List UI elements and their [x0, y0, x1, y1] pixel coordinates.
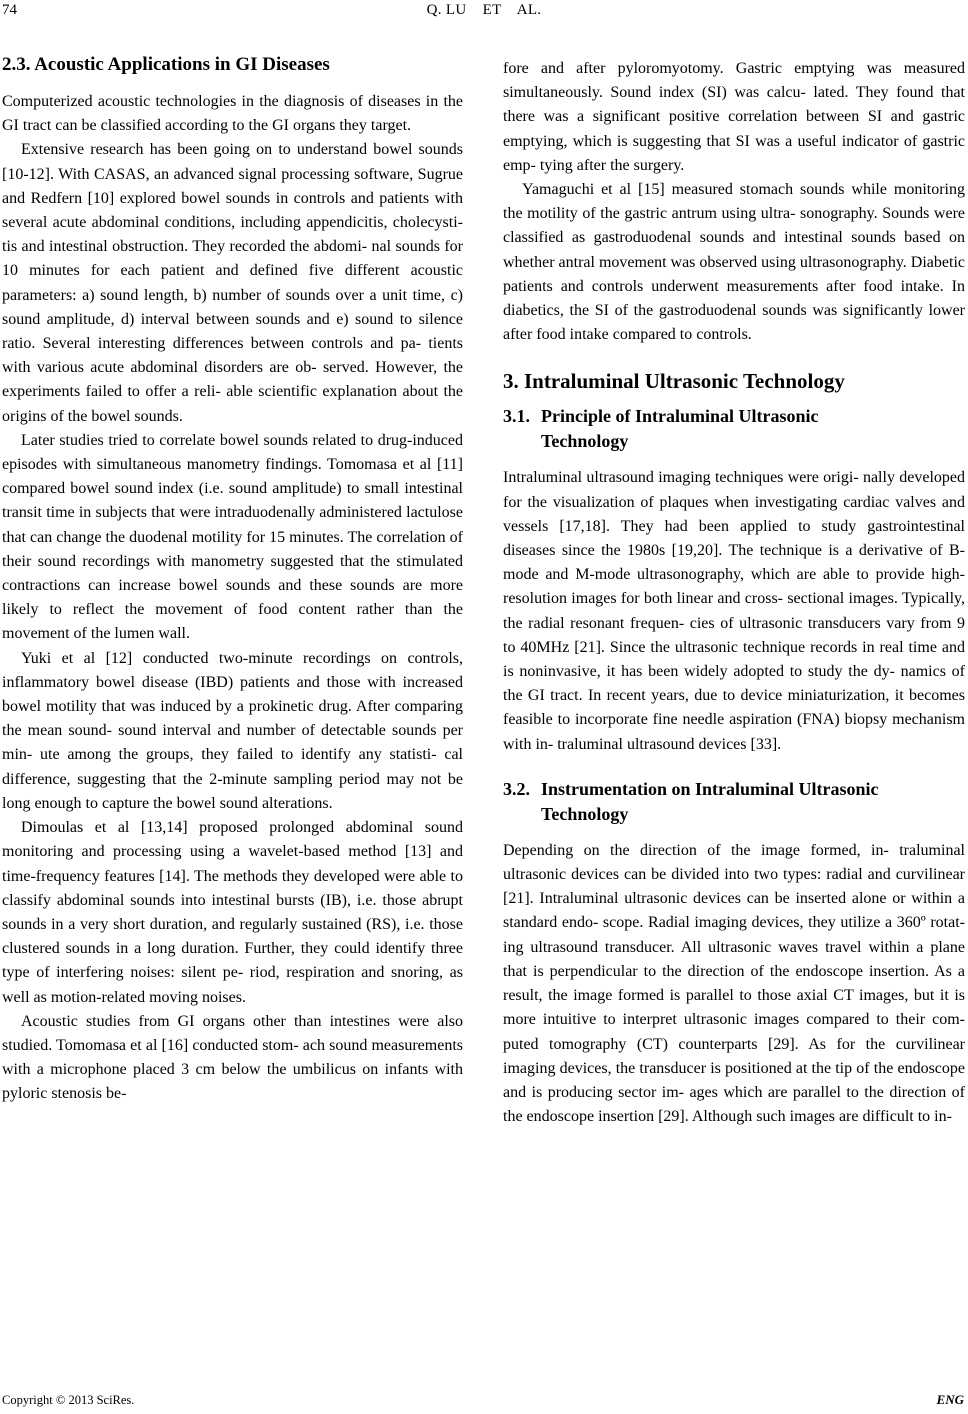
paragraph-later-studies: Later studies tried to correlate bowel sounds related to drug-induced episodes with simultaneous manometry findings. Tomomasa et al [11] compared bowel sound index (i.e. sound amplitude) to small intestinal transit time in subjects that were intraduodenally administered lactulose that can change the duodenal motility for 15 minutes. The correlation of their sound recordings with manometry suggested that the stimulated contractions can increase bowel sounds and these sounds are more likely to reflect the movement of food content rather than the movement of the lumen wall.: [2, 431, 463, 643]
paragraph-yuki: Yuki et al [12] conducted two-minute recordings on controls, inflammatory bowel disease (IBD) patients and those with increased bowel motility that was induced by a prokinetic drug. After comparing the mean sound- sound interval and number of detectable sounds per min- ute among the groups, they failed to identify any statisti- cal difference, suggesting that the 2-minute sampling period may not be long enough to capture the bowel sound alterations.: [2, 649, 463, 812]
subsection-number: 3.1.: [503, 406, 530, 427]
page-number: 74: [2, 2, 17, 18]
paragraph-acoustic-studies: Acoustic studies from GI organs other than intestines were also studied. Tomomasa et al [16] conducted stom- ach sound measurements with a microphone placed 3 cm below the umbilicus on infants with pyloric stenosis be-: [2, 1012, 463, 1103]
paragraph-dimoulas: Dimoulas et al [13,14] proposed prolonged abdominal sound monitoring and processing using a wavelet-based method [13] and time-frequency features [14]. The methods they developed were able to classify abdominal sounds into intestinal bursts (IB), i.e. those abrupt sounds in a very short duration, and regularly sustained (RS), i.e. those clustered sounds in a long duration. Further, they could identify three type of interfering noises: silent pe- riod, respiration and snoring, as well as motion-related moving noises.: [2, 819, 463, 1006]
section-heading-2-3: 2.3. Acoustic Applications in GI Diseases: [2, 54, 330, 75]
paragraph-yamaguchi: Yamaguchi et al [15] measured stomach sounds while monitoring the motility of the gastric antrum using ultra- sonography. Sounds were classified as gastroduodenal sounds and intestinal sounds based on whether antral movement was observed using ultrasonography. Diabetic patients and controls underwent measurements after food intake. In diabetics, the SI of the gastroduodenal sounds was significantly lower after food intake compared to controls.: [503, 181, 965, 344]
subsection-title: Principle of Intraluminal Ultrasonic Technology: [541, 406, 819, 452]
paragraph-principle: Intraluminal ultrasound imaging techniques were origi- nally developed for the visualization of plaques when investigating cardiac valves and vessels [17,18]. They had been applied to study gastrointestinal diseases since the 1980s [19,20]. The technique is a derivative of B-mode and M-mode ultrasonography, which are able to provide high-resolution images for both linear and cross- sectional images. Typically, the radial resonant frequen- cies of ultrasonic transducers vary from 9 to 40MHz [21]. Since the ultrasonic technique records in real time and is noninvasive, it has been widely adopted to study the dy- namics of the GI tract. In recent years, due to device miniaturization, it becomes feasible to incorporate fine needle aspiration (FNA) biopsy mechanism with in- traluminal ultrasound devices [33].: [503, 469, 965, 753]
subsection-number: 3.2.: [503, 778, 530, 799]
journal-footer: ENG: [936, 1392, 964, 1407]
left-column: [2, 52, 463, 1107]
subsection-heading-3-1: [503, 404, 965, 454]
section-heading-3: 3. Intraluminal Ultrasonic Technology: [503, 369, 845, 394]
copyright-footer: Copyright © 2013 SciRes.: [2, 1393, 135, 1407]
paragraph-extensive-research: Extensive research has been going on to understand bowel sounds [10-12]. With CASAS, an advanced signal processing software, Sugrue and Redfern [10] explored bowel sounds in controls and patients with several acute abdominal conditions, including appendicitis, cholecysti- tis and intestinal obstruction. They recorded the abdomi- nal sounds for 10 minutes for each patient and defined five different acoustic parameters: a) sound length, b) number of sounds over a unit time, c) sound amplitude, d) interval between sounds and e) sound to silence ratio. Several interesting differences between controls and pa- tients with various acute abdominal disorders are ob- served. However, the experiments failed to offer a reli- able scientific explanation about the origins of the bowel sounds.: [2, 141, 463, 425]
paragraph-intro: Computerized acoustic technologies in the diagnosis of diseases in the GI tract can be classified according to the GI organs they target.: [2, 93, 463, 135]
subsection-title: Instrumentation on Intraluminal Ultrasonic Technology: [541, 778, 879, 824]
right-column: [503, 57, 965, 1129]
running-head: Q. LU ET AL.: [426, 2, 542, 18]
paragraph-instrumentation: Depending on the direction of the image formed, in- traluminal ultrasonic devices can be divided into two types: radial and curvilinear [21]. Intraluminal ultrasonic devices can be inserted alone or within a standard endo- scope. Radial imaging devices, they utilize a 360º rotat- ing ultrasound transducer. All ultrasonic waves travel within a plane that is perpendicular to the direction of the endoscope insertion. As a result, the image formed is parallel to those axial CT images, but it is more intuitive to interpret ultrasonic images compared to their com- puted tomography (CT) counterparts [29]. As for the curvilinear imaging devices, the transducer is positioned at the tip of the endoscope and is producing sector im- ages which are parallel to the direction of the endoscope insertion [29]. Although such images are difficult to in-: [503, 841, 965, 1126]
subsection-heading-3-2: [503, 777, 965, 827]
paragraph-pyloromyotomy: fore and after pyloromyotomy. Gastric emptying was measured simultaneously. Sound index (SI) was calcu- lated. They found that there was a significant positive correlation between SI and gastric emptying, which is suggesting that SI was a useful indicator of gastric emp- tying after the surgery.: [503, 60, 965, 174]
